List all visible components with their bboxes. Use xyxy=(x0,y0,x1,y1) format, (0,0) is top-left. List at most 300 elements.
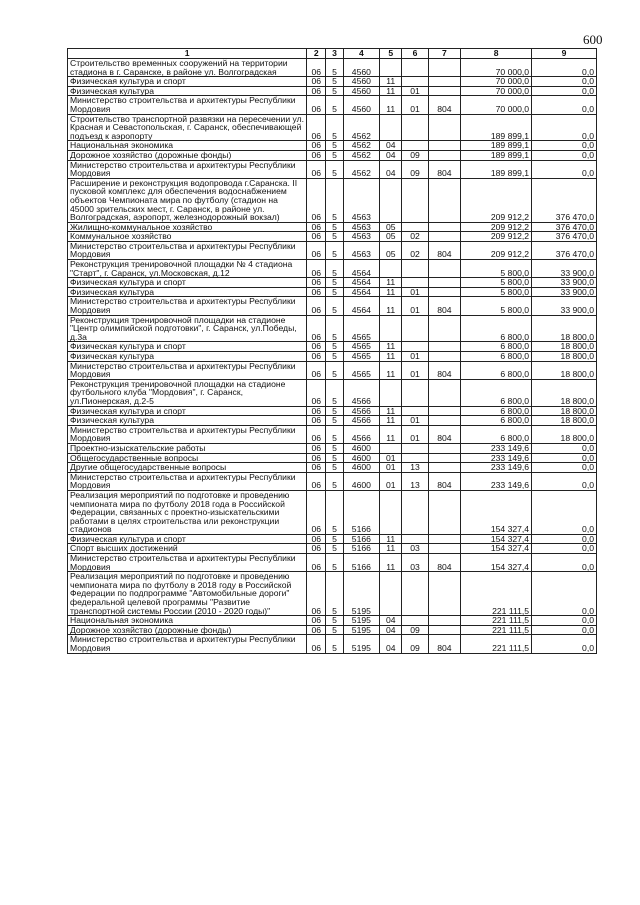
chapter-code-cell: 06 xyxy=(307,635,326,653)
chapter-code-cell: 06 xyxy=(307,96,326,114)
amount-1-cell: 189 899,1 xyxy=(461,150,532,160)
subsection-code-cell xyxy=(402,572,428,616)
amount-1-cell: 221 111,5 xyxy=(461,572,532,616)
row-name-cell: Реконструкция тренировочной площадки на стадионе футбольного клуба "Мордовия", г. Саранск, ул.Пионерская, д.2-5 xyxy=(68,379,307,406)
table-row xyxy=(68,361,597,379)
chapter-code-cell: 06 xyxy=(307,178,326,222)
row-name-cell: Национальная экономика xyxy=(68,141,307,151)
table-row xyxy=(68,443,597,453)
program-code-cell: 5 xyxy=(326,616,343,626)
amount-2-cell: 0,0 xyxy=(532,635,597,653)
item-code-cell: 4560 xyxy=(343,77,379,87)
program-code-cell: 5 xyxy=(326,554,343,572)
amount-1-cell: 154 327,4 xyxy=(461,534,532,544)
program-code-cell: 5 xyxy=(326,260,343,278)
amount-1-cell: 189 899,1 xyxy=(461,160,532,178)
item-code-cell: 4562 xyxy=(343,114,379,141)
chapter-code-cell: 06 xyxy=(307,352,326,362)
section-code-cell: 11 xyxy=(380,77,402,87)
item-code-cell: 4600 xyxy=(343,472,379,490)
item-code-cell: 5195 xyxy=(343,635,379,653)
ministry-code-cell xyxy=(428,534,460,544)
section-code-cell: 04 xyxy=(380,616,402,626)
amount-2-cell: 18 800,0 xyxy=(532,425,597,443)
chapter-code-cell: 06 xyxy=(307,342,326,352)
amount-2-cell: 18 800,0 xyxy=(532,315,597,342)
amount-1-cell: 154 327,4 xyxy=(461,554,532,572)
program-code-cell: 5 xyxy=(326,178,343,222)
subsection-code-cell: 01 xyxy=(402,96,428,114)
item-code-cell: 4600 xyxy=(343,443,379,453)
row-name-cell: Проектно-изыскательские работы xyxy=(68,443,307,453)
amount-1-cell: 6 800,0 xyxy=(461,342,532,352)
item-code-cell: 4565 xyxy=(343,315,379,342)
ministry-code-cell xyxy=(428,278,460,288)
chapter-code-cell: 06 xyxy=(307,425,326,443)
item-code-cell: 4564 xyxy=(343,260,379,278)
amount-1-cell: 221 111,5 xyxy=(461,625,532,635)
program-code-cell: 5 xyxy=(326,416,343,426)
header-cell: 7 xyxy=(428,49,460,59)
ministry-code-cell xyxy=(428,463,460,473)
item-code-cell: 5195 xyxy=(343,625,379,635)
amount-2-cell: 0,0 xyxy=(532,86,597,96)
program-code-cell: 5 xyxy=(326,278,343,288)
row-name-cell: Физическая культура и спорт xyxy=(68,406,307,416)
section-code-cell: 11 xyxy=(380,352,402,362)
section-code-cell: 11 xyxy=(380,96,402,114)
amount-2-cell: 0,0 xyxy=(532,160,597,178)
program-code-cell: 5 xyxy=(326,59,343,77)
item-code-cell: 4563 xyxy=(343,222,379,232)
amount-2-cell: 0,0 xyxy=(532,443,597,453)
row-name-cell: Дорожное хозяйство (дорожные фонды) xyxy=(68,150,307,160)
chapter-code-cell: 06 xyxy=(307,287,326,297)
amount-2-cell: 0,0 xyxy=(532,59,597,77)
section-code-cell: 05 xyxy=(380,222,402,232)
table-row xyxy=(68,416,597,426)
amount-1-cell: 209 912,2 xyxy=(461,241,532,259)
ministry-code-cell xyxy=(428,352,460,362)
table-row xyxy=(68,635,597,653)
item-code-cell: 4566 xyxy=(343,379,379,406)
table-row xyxy=(68,96,597,114)
ministry-code-cell xyxy=(428,260,460,278)
table-row xyxy=(68,379,597,406)
subsection-code-cell: 13 xyxy=(402,472,428,490)
item-code-cell: 4566 xyxy=(343,416,379,426)
program-code-cell: 5 xyxy=(326,150,343,160)
amount-2-cell: 18 800,0 xyxy=(532,379,597,406)
table-row xyxy=(68,150,597,160)
subsection-code-cell: 09 xyxy=(402,160,428,178)
item-code-cell: 5195 xyxy=(343,616,379,626)
row-name-cell: Другие общегосударственные вопросы xyxy=(68,463,307,473)
section-code-cell xyxy=(380,114,402,141)
ministry-code-cell xyxy=(428,625,460,635)
subsection-code-cell xyxy=(402,260,428,278)
chapter-code-cell: 06 xyxy=(307,315,326,342)
amount-1-cell: 70 000,0 xyxy=(461,77,532,87)
ministry-code-cell xyxy=(428,141,460,151)
chapter-code-cell: 06 xyxy=(307,77,326,87)
chapter-code-cell: 06 xyxy=(307,443,326,453)
amount-1-cell: 189 899,1 xyxy=(461,114,532,141)
amount-2-cell: 0,0 xyxy=(532,453,597,463)
table-row xyxy=(68,178,597,222)
ministry-code-cell: 804 xyxy=(428,635,460,653)
amount-2-cell: 0,0 xyxy=(532,141,597,151)
row-name-cell: Министерство строительства и архитектуры Республики Мордовия xyxy=(68,554,307,572)
ministry-code-cell xyxy=(428,443,460,453)
item-code-cell: 4562 xyxy=(343,150,379,160)
program-code-cell: 5 xyxy=(326,160,343,178)
section-code-cell: 11 xyxy=(380,425,402,443)
ministry-code-cell xyxy=(428,150,460,160)
chapter-code-cell: 06 xyxy=(307,554,326,572)
row-name-cell: Физическая культура xyxy=(68,416,307,426)
amount-2-cell: 0,0 xyxy=(532,463,597,473)
section-code-cell: 04 xyxy=(380,635,402,653)
subsection-code-cell: 02 xyxy=(402,241,428,259)
item-code-cell: 4564 xyxy=(343,287,379,297)
amount-1-cell: 209 912,2 xyxy=(461,222,532,232)
ministry-code-cell xyxy=(428,315,460,342)
amount-2-cell: 33 900,0 xyxy=(532,287,597,297)
item-code-cell: 4600 xyxy=(343,463,379,473)
amount-1-cell: 233 149,6 xyxy=(461,472,532,490)
row-name-cell: Физическая культура и спорт xyxy=(68,278,307,288)
subsection-code-cell: 03 xyxy=(402,554,428,572)
row-name-cell: Министерство строительства и архитектуры Республики Мордовия xyxy=(68,160,307,178)
section-code-cell: 11 xyxy=(380,342,402,352)
item-code-cell: 5195 xyxy=(343,572,379,616)
subsection-code-cell: 09 xyxy=(402,625,428,635)
item-code-cell: 4565 xyxy=(343,352,379,362)
amount-2-cell: 33 900,0 xyxy=(532,297,597,315)
chapter-code-cell: 06 xyxy=(307,297,326,315)
amount-2-cell: 376 470,0 xyxy=(532,232,597,242)
chapter-code-cell: 06 xyxy=(307,406,326,416)
amount-1-cell: 5 800,0 xyxy=(461,297,532,315)
row-name-cell: Реализация мероприятий по подготовке и проведению чемпионата мира по футболу 2018 года в Российской Федерации, связанных с проектно-изыскательскими работами в целях строительства или реконструкции стадионов xyxy=(68,490,307,534)
amount-2-cell: 0,0 xyxy=(532,572,597,616)
subsection-code-cell: 09 xyxy=(402,635,428,653)
amount-1-cell: 209 912,2 xyxy=(461,232,532,242)
amount-1-cell: 5 800,0 xyxy=(461,287,532,297)
program-code-cell: 5 xyxy=(326,544,343,554)
amount-1-cell: 6 800,0 xyxy=(461,379,532,406)
item-code-cell: 4563 xyxy=(343,178,379,222)
item-code-cell: 5166 xyxy=(343,544,379,554)
amount-2-cell: 0,0 xyxy=(532,490,597,534)
amount-2-cell: 18 800,0 xyxy=(532,406,597,416)
chapter-code-cell: 06 xyxy=(307,241,326,259)
program-code-cell: 5 xyxy=(326,443,343,453)
subsection-code-cell xyxy=(402,278,428,288)
amount-2-cell: 18 800,0 xyxy=(532,416,597,426)
program-code-cell: 5 xyxy=(326,472,343,490)
row-name-cell: Национальная экономика xyxy=(68,616,307,626)
section-code-cell: 11 xyxy=(380,297,402,315)
subsection-code-cell xyxy=(402,141,428,151)
table-row xyxy=(68,278,597,288)
amount-1-cell: 6 800,0 xyxy=(461,352,532,362)
ministry-code-cell: 804 xyxy=(428,472,460,490)
section-code-cell: 11 xyxy=(380,416,402,426)
item-code-cell: 4565 xyxy=(343,361,379,379)
table-row xyxy=(68,554,597,572)
subsection-code-cell: 01 xyxy=(402,361,428,379)
chapter-code-cell: 06 xyxy=(307,222,326,232)
table-row xyxy=(68,463,597,473)
ministry-code-cell xyxy=(428,616,460,626)
chapter-code-cell: 06 xyxy=(307,416,326,426)
program-code-cell: 5 xyxy=(326,86,343,96)
amount-1-cell: 154 327,4 xyxy=(461,544,532,554)
amount-2-cell: 0,0 xyxy=(532,544,597,554)
chapter-code-cell: 06 xyxy=(307,59,326,77)
page-number: 600 xyxy=(583,32,603,47)
row-name-cell: Министерство строительства и архитектуры Республики Мордовия xyxy=(68,96,307,114)
row-name-cell: Физическая культура xyxy=(68,86,307,96)
amount-1-cell: 233 149,6 xyxy=(461,463,532,473)
chapter-code-cell: 06 xyxy=(307,625,326,635)
amount-1-cell: 70 000,0 xyxy=(461,96,532,114)
table-row xyxy=(68,260,597,278)
section-code-cell xyxy=(380,379,402,406)
program-code-cell: 5 xyxy=(326,361,343,379)
ministry-code-cell: 804 xyxy=(428,297,460,315)
chapter-code-cell: 06 xyxy=(307,114,326,141)
table-body xyxy=(68,59,597,654)
item-code-cell: 4560 xyxy=(343,96,379,114)
amount-1-cell: 6 800,0 xyxy=(461,425,532,443)
amount-1-cell: 5 800,0 xyxy=(461,260,532,278)
item-code-cell: 4566 xyxy=(343,425,379,443)
subsection-code-cell: 01 xyxy=(402,352,428,362)
section-code-cell: 11 xyxy=(380,361,402,379)
amount-2-cell: 0,0 xyxy=(532,616,597,626)
ministry-code-cell xyxy=(428,544,460,554)
amount-2-cell: 376 470,0 xyxy=(532,178,597,222)
program-code-cell: 5 xyxy=(326,287,343,297)
row-name-cell: Физическая культура и спорт xyxy=(68,534,307,544)
subsection-code-cell: 01 xyxy=(402,416,428,426)
section-code-cell: 01 xyxy=(380,463,402,473)
table-row xyxy=(68,572,597,616)
amount-2-cell: 18 800,0 xyxy=(532,361,597,379)
section-code-cell: 01 xyxy=(380,472,402,490)
program-code-cell: 5 xyxy=(326,453,343,463)
amount-2-cell: 0,0 xyxy=(532,554,597,572)
section-code-cell: 04 xyxy=(380,150,402,160)
table-row xyxy=(68,241,597,259)
chapter-code-cell: 06 xyxy=(307,534,326,544)
amount-2-cell: 0,0 xyxy=(532,625,597,635)
ministry-code-cell xyxy=(428,59,460,77)
table-row xyxy=(68,352,597,362)
program-code-cell: 5 xyxy=(326,490,343,534)
chapter-code-cell: 06 xyxy=(307,361,326,379)
section-code-cell: 04 xyxy=(380,625,402,635)
row-name-cell: Строительство временных сооружений на территории стадиона в г. Саранске, в районе ул. Волгоградская xyxy=(68,59,307,77)
row-name-cell: Министерство строительства и архитектуры Республики Мордовия xyxy=(68,297,307,315)
ministry-code-cell xyxy=(428,114,460,141)
ministry-code-cell xyxy=(428,572,460,616)
amount-2-cell: 0,0 xyxy=(532,96,597,114)
chapter-code-cell: 06 xyxy=(307,278,326,288)
chapter-code-cell: 06 xyxy=(307,616,326,626)
chapter-code-cell: 06 xyxy=(307,463,326,473)
ministry-code-cell xyxy=(428,178,460,222)
table-row xyxy=(68,59,597,77)
row-name-cell: Министерство строительства и архитектуры Республики Мордовия xyxy=(68,425,307,443)
item-code-cell: 4560 xyxy=(343,59,379,77)
subsection-code-cell xyxy=(402,114,428,141)
row-name-cell: Физическая культура xyxy=(68,352,307,362)
ministry-code-cell xyxy=(428,86,460,96)
ministry-code-cell xyxy=(428,342,460,352)
program-code-cell: 5 xyxy=(326,463,343,473)
header-cell: 4 xyxy=(343,49,379,59)
section-code-cell: 11 xyxy=(380,287,402,297)
subsection-code-cell: 09 xyxy=(402,150,428,160)
subsection-code-cell xyxy=(402,490,428,534)
amount-2-cell: 33 900,0 xyxy=(532,260,597,278)
amount-1-cell: 6 800,0 xyxy=(461,416,532,426)
amount-2-cell: 0,0 xyxy=(532,472,597,490)
chapter-code-cell: 06 xyxy=(307,260,326,278)
item-code-cell: 5166 xyxy=(343,534,379,544)
table-row xyxy=(68,160,597,178)
table-row xyxy=(68,77,597,87)
subsection-code-cell: 03 xyxy=(402,544,428,554)
program-code-cell: 5 xyxy=(326,352,343,362)
ministry-code-cell xyxy=(428,287,460,297)
section-code-cell xyxy=(380,490,402,534)
section-code-cell xyxy=(380,443,402,453)
amount-1-cell: 6 800,0 xyxy=(461,315,532,342)
chapter-code-cell: 06 xyxy=(307,141,326,151)
header-cell: 9 xyxy=(532,49,597,59)
table-row xyxy=(68,141,597,151)
ministry-code-cell xyxy=(428,453,460,463)
row-name-cell: Физическая культура xyxy=(68,287,307,297)
subsection-code-cell: 02 xyxy=(402,232,428,242)
row-name-cell: Коммунальное хозяйство xyxy=(68,232,307,242)
subsection-code-cell xyxy=(402,315,428,342)
program-code-cell: 5 xyxy=(326,425,343,443)
amount-2-cell: 18 800,0 xyxy=(532,352,597,362)
section-code-cell xyxy=(380,260,402,278)
amount-1-cell: 233 149,6 xyxy=(461,453,532,463)
row-name-cell: Строительство транспортной развязки на пересечении ул. Красная и Севастопольская, г. Саранск, обеспечивающей подъезд к аэропорту xyxy=(68,114,307,141)
ministry-code-cell xyxy=(428,406,460,416)
section-code-cell xyxy=(380,572,402,616)
subsection-code-cell xyxy=(402,59,428,77)
header-cell: 2 xyxy=(307,49,326,59)
program-code-cell: 5 xyxy=(326,625,343,635)
table-row xyxy=(68,114,597,141)
section-code-cell xyxy=(380,59,402,77)
program-code-cell: 5 xyxy=(326,141,343,151)
item-code-cell: 4566 xyxy=(343,406,379,416)
amount-1-cell: 154 327,4 xyxy=(461,490,532,534)
amount-1-cell: 5 800,0 xyxy=(461,278,532,288)
section-code-cell: 04 xyxy=(380,160,402,178)
ministry-code-cell xyxy=(428,77,460,87)
program-code-cell: 5 xyxy=(326,406,343,416)
subsection-code-cell xyxy=(402,77,428,87)
section-code-cell: 04 xyxy=(380,141,402,151)
chapter-code-cell: 06 xyxy=(307,490,326,534)
amount-1-cell: 189 899,1 xyxy=(461,141,532,151)
ministry-code-cell xyxy=(428,222,460,232)
chapter-code-cell: 06 xyxy=(307,150,326,160)
row-name-cell: Расширение и реконструкция водопровода г.Саранска. II пусковой комплекс для обеспечения водоснабжением объектов Чемпионата мира по футболу (стадион на 45000 зрительских мест, г. Саранск, в районе ул. Волгоградская, аэропорт, железнодорожный вокзал) xyxy=(68,178,307,222)
section-code-cell: 11 xyxy=(380,278,402,288)
row-name-cell: Дорожное хозяйство (дорожные фонды) xyxy=(68,625,307,635)
program-code-cell: 5 xyxy=(326,114,343,141)
program-code-cell: 5 xyxy=(326,342,343,352)
amount-2-cell: 33 900,0 xyxy=(532,278,597,288)
subsection-code-cell: 13 xyxy=(402,463,428,473)
amount-2-cell: 376 470,0 xyxy=(532,222,597,232)
item-code-cell: 4562 xyxy=(343,160,379,178)
table-row xyxy=(68,490,597,534)
ministry-code-cell xyxy=(428,232,460,242)
amount-1-cell: 209 912,2 xyxy=(461,178,532,222)
section-code-cell: 01 xyxy=(380,453,402,463)
row-name-cell: Физическая культура и спорт xyxy=(68,77,307,87)
table-row xyxy=(68,232,597,242)
item-code-cell: 4562 xyxy=(343,141,379,151)
row-name-cell: Спорт высших достижений xyxy=(68,544,307,554)
amount-2-cell: 0,0 xyxy=(532,534,597,544)
subsection-code-cell xyxy=(402,443,428,453)
subsection-code-cell: 01 xyxy=(402,297,428,315)
ministry-code-cell: 804 xyxy=(428,160,460,178)
subsection-code-cell: 01 xyxy=(402,86,428,96)
subsection-code-cell xyxy=(402,379,428,406)
section-code-cell: 11 xyxy=(380,86,402,96)
item-code-cell: 4563 xyxy=(343,241,379,259)
amount-2-cell: 376 470,0 xyxy=(532,241,597,259)
table-row xyxy=(68,315,597,342)
item-code-cell: 5166 xyxy=(343,554,379,572)
ministry-code-cell: 804 xyxy=(428,425,460,443)
program-code-cell: 5 xyxy=(326,635,343,653)
header-row xyxy=(68,49,597,59)
header-cell: 8 xyxy=(461,49,532,59)
chapter-code-cell: 06 xyxy=(307,544,326,554)
subsection-code-cell: 01 xyxy=(402,287,428,297)
row-name-cell: Общегосударственные вопросы xyxy=(68,453,307,463)
table-row xyxy=(68,616,597,626)
table-row xyxy=(68,472,597,490)
item-code-cell: 4600 xyxy=(343,453,379,463)
section-code-cell: 05 xyxy=(380,232,402,242)
chapter-code-cell: 06 xyxy=(307,379,326,406)
section-code-cell xyxy=(380,315,402,342)
row-name-cell: Жилищно-коммунальное хозяйство xyxy=(68,222,307,232)
item-code-cell: 5166 xyxy=(343,490,379,534)
section-code-cell: 05 xyxy=(380,241,402,259)
item-code-cell: 4563 xyxy=(343,232,379,242)
subsection-code-cell: 01 xyxy=(402,425,428,443)
amount-2-cell: 0,0 xyxy=(532,77,597,87)
